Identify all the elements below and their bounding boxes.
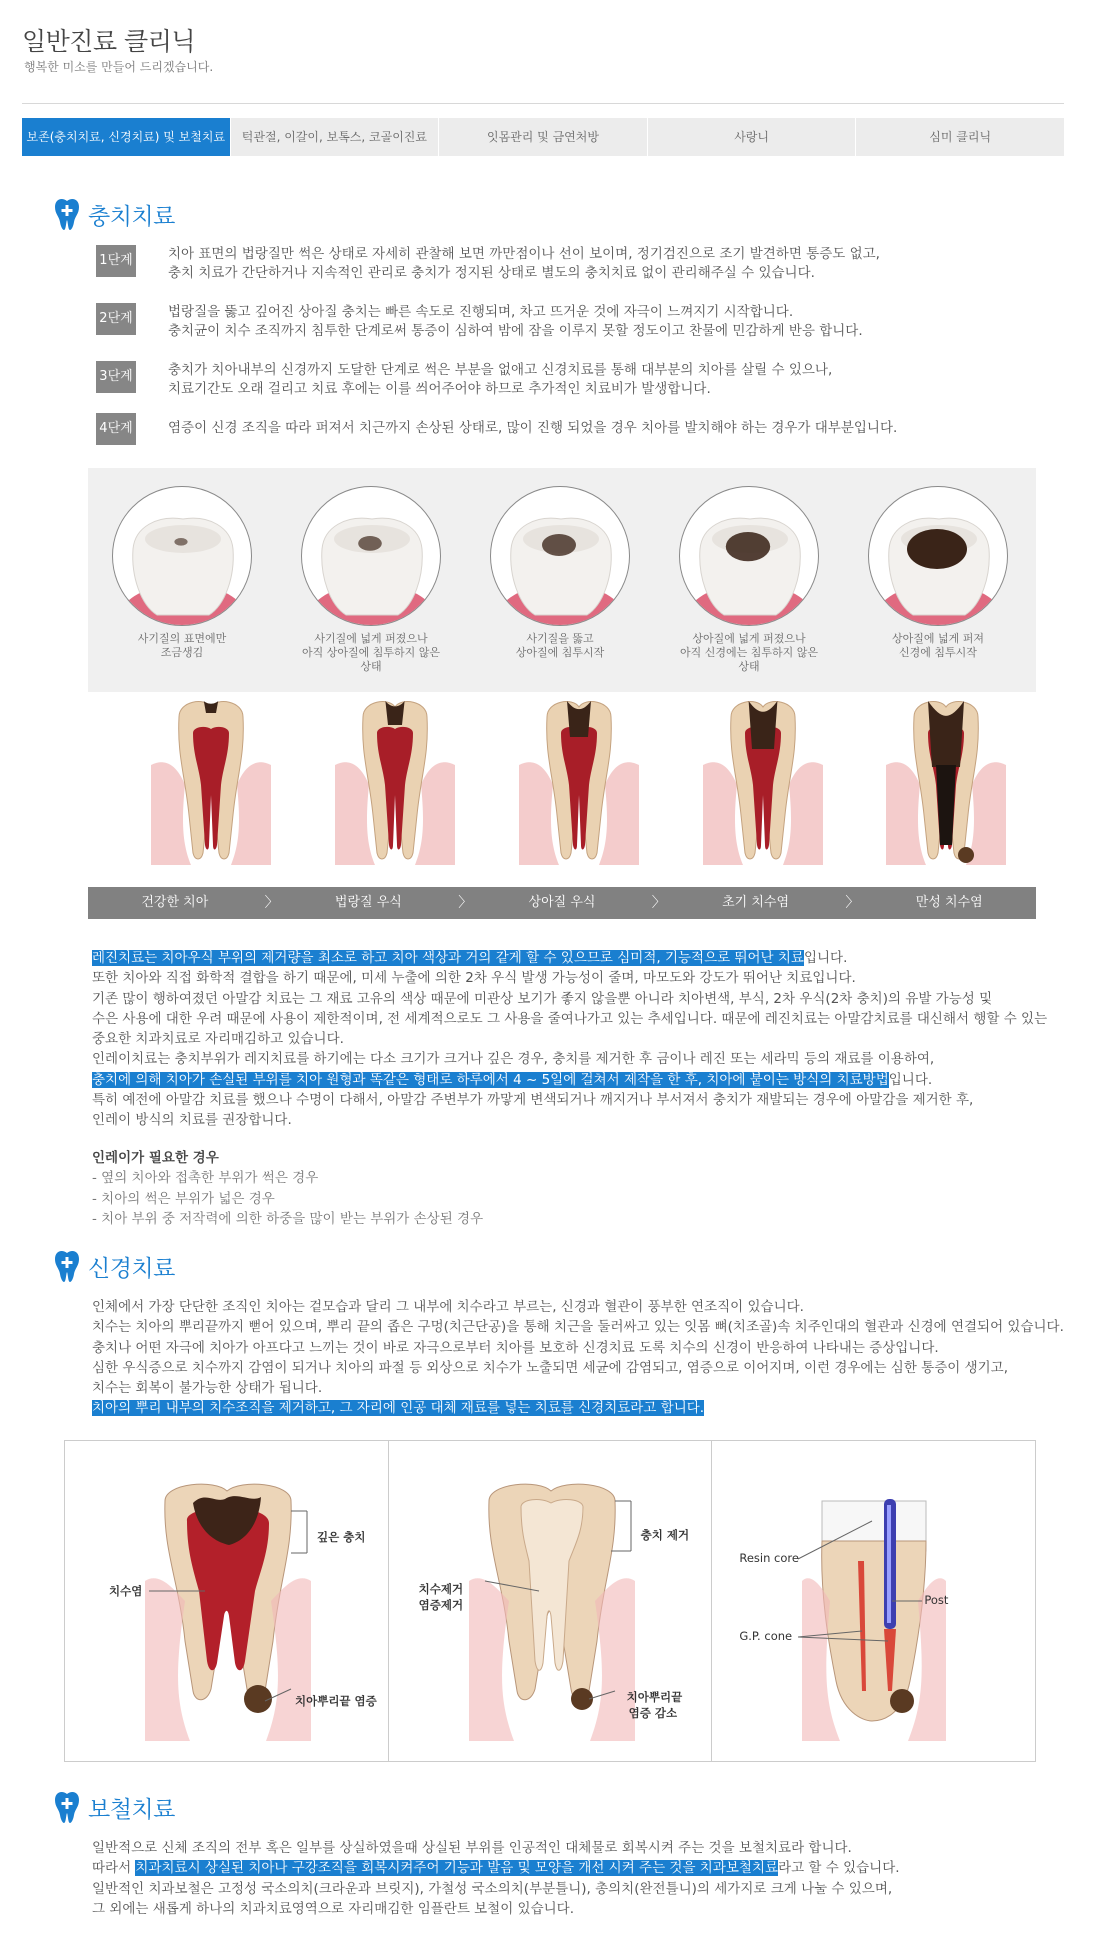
caries-circle-4 [677,486,821,674]
endo-diagrams [64,1440,1036,1762]
tooth-illustration [112,486,252,626]
caries-circle-caption: 사기질에 넓게 퍼졌으나 아직 상아질에 침투하지 않은 상태 [301,632,440,673]
stage-bar-label: 상아질 우식 [528,895,596,910]
endo-section-header [54,1248,175,1284]
highlighted-text: 치아의 뿌리 내부의 치수조직을 제거하고, 그 자리에 인공 대체 재료를 넣는 치료를 신경치료라고 합니다. [92,1400,705,1417]
caries-progress-illustration [88,468,1036,692]
tooth-cross-section [703,695,823,865]
tooth-illustration [490,486,630,626]
chevron-right-icon: 〉 [264,895,279,911]
caries-circle-caption: 사기질을 뚫고 상아질에 침투시작 [515,632,605,659]
inlay-cases-heading: 인레이가 필요한 경우 [92,1150,219,1166]
label-caries-removed: 충치 제거 [640,1528,690,1542]
label-apical-inflammation: 치아뿌리끝 염증 [295,1694,377,1708]
label-pulpitis: 치수염 [109,1584,143,1598]
tooth-diagram [65,1441,388,1761]
stage-description [168,419,897,438]
paragraph-line [92,1858,900,1878]
tooth-cross-section [151,695,271,865]
stage-bar-label: 초기 치수염 [722,895,790,910]
paragraph-line: 치수는 치아의 뿌리끝까지 뻗어 있으며, 뿌리 끝의 좁은 구멍(치근단공)을 통해 치근을 둘러싸고 있는 잇몸 뼈(치조골)속 치주인대의 혈관과 신경에 연결되어 있습니다. [92,1319,1064,1336]
tooth-cross-section [519,695,639,865]
paragraph-line [92,1070,1047,1090]
caries-section-title: 충치치료 [88,203,175,230]
stage-badge: 4단계 [96,413,136,445]
endo-diagram-cleaned [389,1441,713,1761]
list-item: - 치아 부위 중 저작력에 의한 하중을 많이 받는 부위가 손상된 경우 [92,1210,484,1227]
caries-circle-3 [488,486,632,660]
chevron-right-icon: 〉 [845,895,860,911]
prosth-section-header [54,1789,175,1825]
tooth-cross-section [886,695,1006,865]
caries-stage-1 [96,245,1036,281]
label-apex: 치아뿌리끝 [626,1690,683,1704]
text-span: 입니다. [888,1071,933,1088]
stage-line: 염증이 신경 조직을 따라 퍼져서 치근까지 손상된 상태로, 많이 진행 되었을 경우 치아를 발치해야 하는 경우가 대부분입니다. [168,420,898,436]
tab-wisdom-tooth[interactable]: 사랑니 [648,118,857,156]
stage-line: 충치균이 치수 조직까지 침투한 단계로써 통증이 심하여 밤에 잠을 이루지 못할 정도이고 찬물에 민감하게 반응 합니다. [168,323,863,339]
paragraph-line: 인레이 방식의 치료를 권장합니다. [92,1112,292,1129]
resin-inlay-paragraph [92,948,1047,1131]
tab-cosmetic-clinic[interactable]: 심미 클리닉 [856,118,1064,156]
prosth-section-title: 보철치료 [88,1796,175,1823]
stage-line: 충치 치료가 간단하거나 지속적인 관리로 충치가 정지된 상태로 별도의 충치치료 없이 관리해주실 수 있습니다. [168,265,815,281]
tooth-illustration [301,486,441,626]
caries-stage-bar [88,887,1036,919]
highlighted-text: 레진치료는 치아우식 부위의 제거량을 최소로 하고 치아 색상과 거의 같게 할 수 있으므로 심미적, 기능적으로 뛰어난 치료 [92,950,804,966]
stage-bar-label: 만성 치수염 [915,895,983,910]
label-resin-core: Resin core [739,1551,799,1565]
paragraph-line [92,1398,1064,1418]
tooth-illustration [679,486,819,626]
tooth-plus-icon [54,1790,80,1824]
paragraph-line: 특히 예전에 아말감 치료를 했으나 수명이 다해서, 아말감 주변부가 까맣게 변색되거나 깨지거나 부서져서 충치가 재발되는 경우에 아말감을 제거한 후, [92,1092,974,1109]
endo-diagram-filled [712,1441,1035,1761]
list-item: - 옆의 치아와 접촉한 부위가 썩은 경우 [92,1170,319,1187]
endo-section-title: 신경치료 [88,1255,175,1282]
caries-section-header [54,196,175,232]
tooth-cross-section [335,695,455,865]
prosth-paragraph [92,1838,900,1919]
text-span: 따라서 [92,1860,136,1877]
caries-stage-3 [96,361,1036,397]
endo-paragraph [92,1297,1064,1419]
paragraph-line: 그 외에는 새롭게 하나의 치과치료영역으로 자리매김한 임플란트 보철이 있습니다. [92,1900,575,1917]
paragraph-line: 일반적으로 신체 조직의 전부 혹은 일부를 상실하였을때 상실된 부위를 인공적인 대체물로 회복시켜 주는 것을 보철치료라 합니다. [92,1840,852,1856]
paragraph-line: 수은 사용에 대한 우려 때문에 사용이 제한적이며, 전 세계적으로도 그 사용을 줄여나가고 있는 추세입니다. 때문에 레진치료는 아말감치료를 대신해서 행할 수 있는 [92,1010,1048,1027]
label-deep-caries: 깊은 충치 [317,1530,366,1544]
stage-badge: 2단계 [96,303,136,335]
caries-stage-2 [96,303,1036,339]
caries-circle-caption: 상아질에 넓게 퍼져 신경에 침투시작 [891,632,984,659]
highlighted-text: 치과치료시 상실된 치아나 구강조직을 회복시켜주어 기능과 발음 및 모양을 개선 시켜 주는 것을 치과보철치료 [135,1860,779,1877]
stage-bar-label: 건강한 치아 [141,895,209,910]
label-gp-cone: G.P. cone [739,1629,793,1643]
tooth-illustration [868,486,1008,626]
tab-conservative-prosthetic[interactable]: 보존(충치치료, 신경치료) 및 보철치료 [22,118,231,156]
caries-circle-5 [866,486,1010,660]
tooth-plus-icon [54,197,80,231]
stage-badge: 1단계 [96,245,136,277]
caries-stage-4 [96,413,1036,445]
tab-tmj-botox-snoring[interactable]: 턱관절, 이갈이, 보톡스, 코골이진료 [231,118,440,156]
tooth-plus-icon [54,1249,80,1283]
paragraph-line: 충치나 어떤 자극에 치아가 아프다고 느끼는 것이 바로 자극으로부터 치아를 보호하 신경치료 도록 치수의 신경이 반응하여 나타내는 증상입니다. [92,1339,939,1356]
paragraph-line: 기존 많이 행하여졌던 아말감 치료는 그 재료 고유의 색상 때문에 미관상 보기가 좋지 않을뿐 아니라 치아변색, 부식, 2차 우식(2차 충치)의 유발 가능성 및 [92,990,993,1007]
stage-line: 충치가 치아내부의 신경까지 도달한 단계로 썩은 부분을 없애고 신경치료를 통해 대부분의 치아를 살릴 수 있으나, [168,362,833,378]
paragraph-line [92,948,1047,968]
text-span: 입니다. [803,950,848,966]
page-title: 일반진료 클리닉 [22,27,195,56]
highlighted-text: 충치에 의해 치아가 손실된 부위를 치아 원형과 똑같은 형태로 하루에서 4 ~ 5일에 걸쳐서 제작을 한 후, 치아에 붙이는 방식의 치료방법 [92,1071,889,1088]
label-inflammation-reduced: 염증 감소 [628,1706,678,1720]
stage-description [168,303,863,341]
paragraph-line: 중요한 치과치료로 자리매김하고 있습니다. [92,1031,344,1048]
stage-line: 치료기간도 오래 걸리고 치료 후에는 이를 씌어주어야 하므로 추가적인 치료비가 발생합니다. [168,381,711,397]
inlay-cases-list [92,1148,483,1229]
paragraph-line: 또한 치아와 직접 화학적 결합을 하기 때문에, 미세 누출에 의한 2차 우식 발생 가능성이 줄며, 마모도와 강도가 뛰어난 치료입니다. [92,970,856,987]
tooth-diagram [712,1441,1035,1761]
paragraph-line: 인레이치료는 충치부위가 레지치료를 하기에는 다소 크기가 크거나 깊은 경우, 충치를 제거한 후 금이나 레진 또는 세라믹 등의 재료를 이용하여, [92,1051,935,1068]
tooth-cross-sections [88,695,1036,885]
paragraph-line: 심한 우식증으로 치수까지 감염이 되거나 치아의 파절 등 외상으로 치수가 노출되면 세균에 감염되고, 염증으로 이어지며, 이런 경우에는 심한 통증이 생기고, [92,1359,1008,1376]
label-inflammation-removed: 염증제거 [418,1598,464,1612]
chevron-right-icon: 〉 [651,895,666,911]
list-item: - 치아의 썩은 부위가 넓은 경우 [92,1190,275,1207]
text-span: 라고 할 수 있습니다. [778,1860,900,1877]
stage-badge: 3단계 [96,361,136,393]
label-post: Post [924,1593,949,1607]
stage-bar-label: 법랑질 우식 [334,895,402,910]
paragraph-line: 치수는 회복이 불가능한 상태가 됩니다. [92,1380,323,1397]
stage-description [168,361,832,399]
caries-circle-caption: 상아질에 넓게 퍼졌으나 아직 신경에는 침투하지 않은 상태 [679,632,818,673]
paragraph-line: 일반적인 치과보철은 고정성 국소의치(크라운과 브릿지), 가철성 국소의치(부분틀니), 총의치(완전틀니)의 세가지로 크게 나눌 수 있으며, [92,1880,893,1897]
caries-circle-1 [110,486,254,660]
caries-circle-2 [299,486,443,674]
chevron-right-icon: 〉 [458,895,473,911]
label-pulp-removed: 치수제거 [418,1582,464,1596]
stage-description [168,245,880,283]
paragraph-line: 인체에서 가장 단단한 조직인 치아는 겉모습과 달리 그 내부에 치수라고 부르는, 신경과 혈관이 풍부한 연조직이 있습니다. [92,1299,804,1315]
clinic-tabs [22,118,1064,156]
page-subtitle: 행복한 미소를 만들어 드리겠습니다. [24,60,214,74]
stage-line: 법랑질을 뚫고 깊어진 상아질 충치는 빠른 속도로 진행되며, 차고 뜨거운 것에 자극이 느껴지기 시작합니다. [168,304,794,320]
stage-line: 치아 표면의 법랑질만 썩은 상태로 자세히 관찰해 보면 까만점이나 선이 보이며, 정기검진으로 조기 발견하면 통증도 없고, [168,246,880,262]
title-divider [22,103,1064,104]
endo-diagram-before [65,1441,389,1761]
caries-circle-caption: 사기질의 표면에만 조금생김 [137,632,227,659]
tab-gum-care[interactable]: 잇몸관리 및 금연처방 [439,118,648,156]
